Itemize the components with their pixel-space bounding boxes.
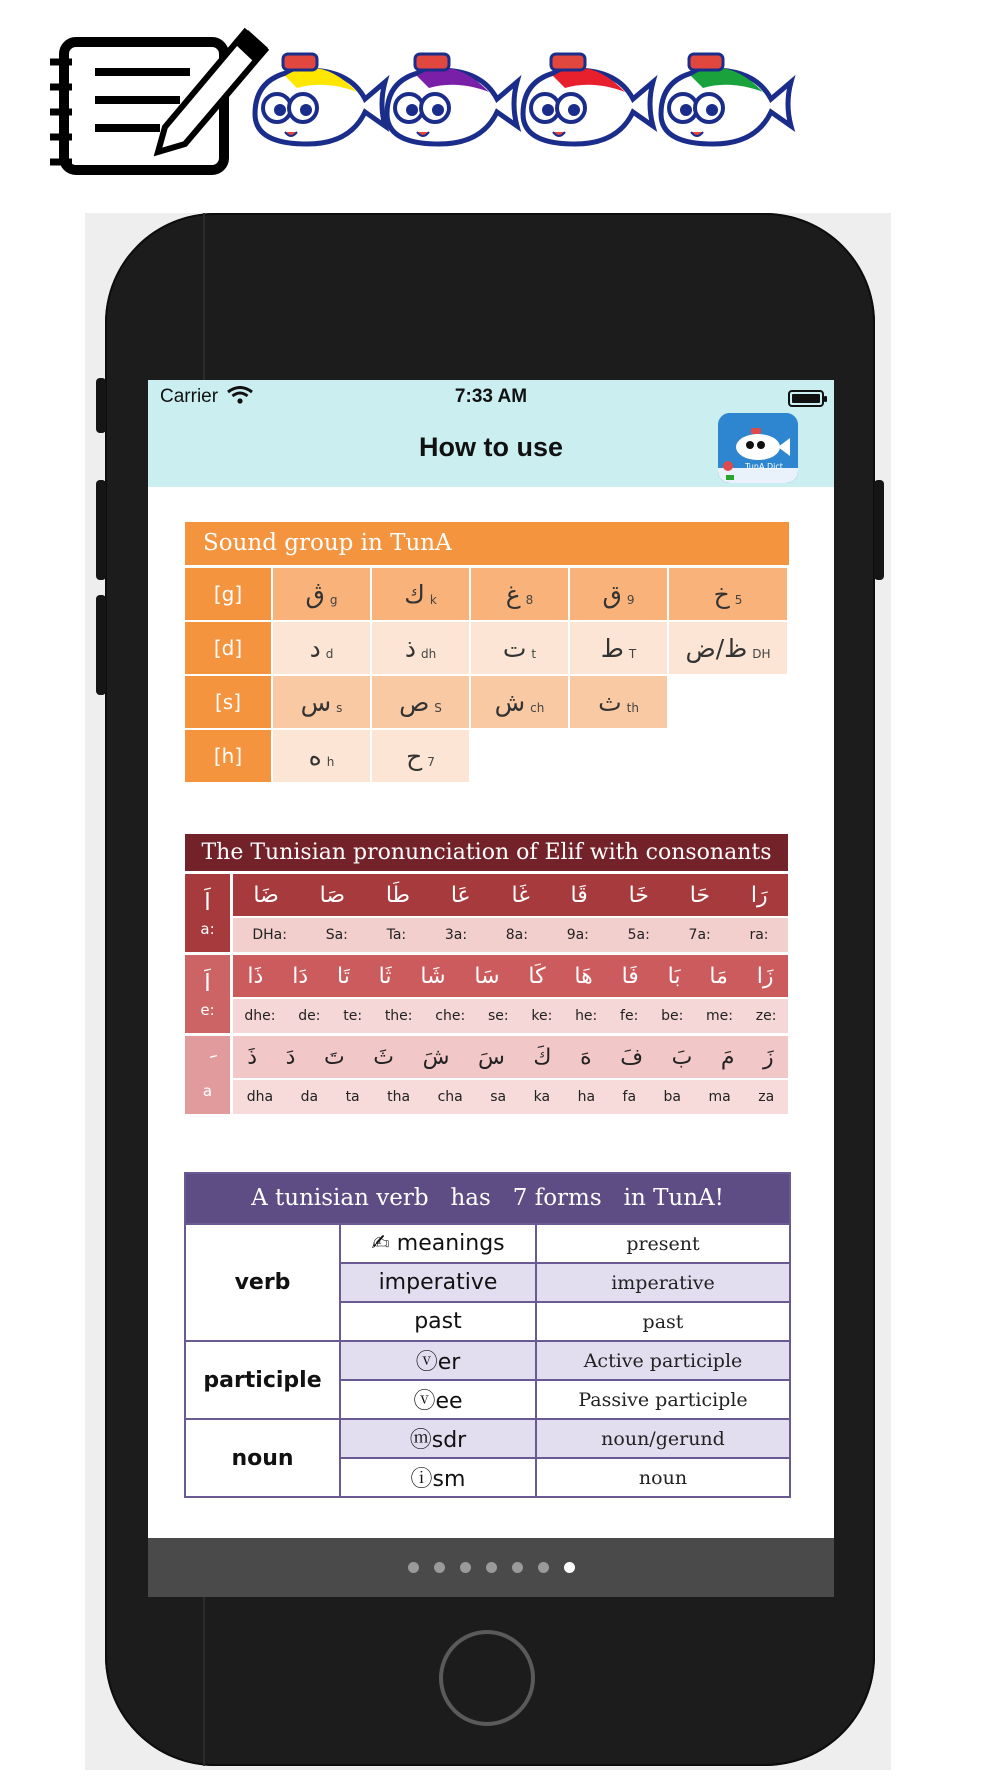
sound-group-row <box>185 622 789 674</box>
elif-arabic-cell: سَ <box>477 1044 505 1070</box>
elif-latin-cell: 9a: <box>566 927 589 943</box>
elif-arabic-cell: زَا <box>756 963 774 989</box>
sound-arabic: س <box>300 687 332 717</box>
elif-latin-row <box>233 1080 788 1114</box>
elif-vowel-label: a: <box>200 920 215 938</box>
elif-arabic-cell: غَا <box>511 882 530 908</box>
verb-form-row <box>341 1420 789 1457</box>
elif-latin-cell: Ta: <box>386 927 407 943</box>
verb-form-row <box>341 1301 789 1340</box>
elif-vowel-label: a <box>202 1082 213 1100</box>
elif-latin-cell: dhe: <box>244 1008 276 1024</box>
elif-arabic-cell: طَا <box>385 882 411 908</box>
elif-arabic-cell: عَا <box>450 882 471 908</box>
sound-arabic: ڨ <box>305 579 325 609</box>
sound-cell <box>471 622 568 674</box>
verb-table-title: A tunisian verb has 7 forms in TunA! <box>186 1174 789 1223</box>
elif-pronunciation-table <box>185 834 788 1117</box>
elif-latin-cell: 3a: <box>444 927 468 943</box>
header-banner <box>50 22 890 177</box>
sound-arabic: ك <box>404 579 425 609</box>
volume-up-button <box>96 480 106 580</box>
sound-arabic: ه <box>308 741 322 771</box>
elif-arabic-cell: تَا <box>336 963 350 989</box>
page-indicator[interactable] <box>148 1538 834 1597</box>
elif-group <box>185 955 788 1033</box>
sound-latin: T <box>628 647 637 661</box>
elif-arabic-cell: مَا <box>709 963 728 989</box>
verb-form-row <box>341 1225 789 1262</box>
page-dot[interactable] <box>564 1562 575 1573</box>
sound-cell-empty <box>570 730 667 782</box>
elif-latin-cell: ze: <box>755 1008 777 1024</box>
page-dot[interactable] <box>434 1562 445 1573</box>
sound-cell <box>669 622 787 674</box>
sound-latin: g <box>329 593 338 607</box>
elif-arabic-cell: قَا <box>570 882 588 908</box>
elif-arabic-cell: هَا <box>574 963 593 989</box>
elif-latin-cell: be: <box>661 1008 684 1024</box>
sound-group-row <box>185 676 789 728</box>
elif-latin-cell: de: <box>298 1008 321 1024</box>
elif-arabic-cell: شَ <box>422 1044 450 1070</box>
sound-cell <box>570 622 667 674</box>
page-dot[interactable] <box>460 1562 471 1573</box>
elif-group <box>185 874 788 952</box>
elif-latin-cell: the: <box>384 1008 413 1024</box>
verb-group <box>186 1418 789 1496</box>
elif-latin-cell: se: <box>487 1008 509 1024</box>
elif-latin-cell: sa <box>490 1089 507 1105</box>
fish-mascot-yellow-icon <box>255 54 385 144</box>
battery-icon <box>788 390 824 407</box>
elif-arabic-cell: شَا <box>420 963 446 989</box>
sound-arabic: ح <box>406 741 423 771</box>
sound-group-table <box>185 522 789 784</box>
elif-latin-cell: za <box>758 1089 775 1105</box>
verb-group-name: verb <box>186 1225 341 1340</box>
verb-form-row <box>341 1342 789 1379</box>
verb-meaning: Active participle <box>583 1349 743 1372</box>
elif-arabic-cell: بَا <box>667 963 681 989</box>
elif-arabic-cell: ضَا <box>253 882 279 908</box>
sound-latin: dh <box>420 647 437 661</box>
elif-group <box>185 1036 788 1114</box>
page-dot[interactable] <box>512 1562 523 1573</box>
elif-group-label <box>185 955 230 1033</box>
page-dot[interactable] <box>408 1562 419 1573</box>
elif-arabic-cell: خَا <box>628 882 649 908</box>
sound-arabic: ط <box>600 633 624 663</box>
sound-arabic: ذ <box>404 633 416 663</box>
sound-arabic: ش <box>494 687 526 717</box>
verb-form: ⓥer <box>341 1342 537 1379</box>
sound-group-head: [g] <box>185 568 271 620</box>
elif-latin-cell: Sa: <box>325 927 348 943</box>
sound-latin: th <box>626 701 639 715</box>
elif-arabic-cell: ذَ <box>247 1044 258 1070</box>
elif-latin-row <box>233 999 788 1033</box>
elif-latin-row <box>233 918 788 952</box>
elif-arabic-row <box>233 874 788 916</box>
power-button <box>874 480 884 580</box>
sound-arabic: ت <box>502 633 527 663</box>
elif-latin-cell: DHa: <box>252 927 287 943</box>
verb-form-row <box>341 1457 789 1496</box>
verb-form: ⓥee <box>341 1381 537 1418</box>
sound-cell <box>273 676 370 728</box>
elif-arabic-row <box>233 1036 788 1078</box>
sound-arabic: خ <box>713 579 730 609</box>
sound-cell-empty <box>471 730 568 782</box>
elif-latin-cell: 5a: <box>627 927 650 943</box>
sound-latin: k <box>429 593 437 607</box>
sound-arabic: ص <box>399 687 430 717</box>
elif-latin-cell: te: <box>343 1008 363 1024</box>
elif-latin-cell: fa <box>622 1089 637 1105</box>
sound-latin: s <box>336 701 343 715</box>
verb-group-name: participle <box>186 1342 341 1418</box>
elif-latin-cell: ka <box>533 1089 551 1105</box>
elif-arabic-cell: تَ <box>324 1044 345 1070</box>
sound-group-head: [s] <box>185 676 271 728</box>
sound-cell <box>372 622 469 674</box>
elif-arabic-cell: ذَا <box>247 963 264 989</box>
elif-vowel-label: e: <box>200 1001 215 1019</box>
sound-cell <box>372 676 469 728</box>
sound-latin: 9 <box>626 593 635 607</box>
elif-arabic-cell: فَ <box>620 1044 644 1070</box>
sound-latin: 7 <box>427 755 435 769</box>
elif-arabic-cell: بَ <box>671 1044 693 1070</box>
verb-group <box>186 1223 789 1340</box>
sound-arabic: ث <box>598 687 622 717</box>
elif-latin-cell: ke: <box>531 1008 553 1024</box>
sound-latin: t <box>531 647 537 661</box>
elif-latin-cell: 7a: <box>688 927 711 943</box>
sound-cell <box>471 568 568 620</box>
sound-latin: ch <box>530 701 545 715</box>
sound-cell <box>372 730 469 782</box>
sound-cell <box>669 568 787 620</box>
elif-arabic-cell: دَ <box>285 1044 296 1070</box>
verb-meaning: noun <box>638 1466 688 1489</box>
elif-latin-cell: ma <box>708 1089 731 1105</box>
elif-latin-cell: dha <box>246 1089 274 1105</box>
sound-group-row <box>185 568 789 620</box>
verb-form: ✍ meanings <box>341 1225 537 1262</box>
app-icon-label: TunA Dict <box>745 462 783 471</box>
elif-arabic-cell: ثَ <box>373 1044 394 1070</box>
verb-form: ⓜsdr <box>341 1420 537 1457</box>
elif-latin-cell: che: <box>435 1008 466 1024</box>
elif-latin-cell: cha <box>437 1089 463 1105</box>
verb-form-row <box>341 1379 789 1418</box>
sound-arabic: غ <box>505 579 521 609</box>
verb-form: ⓘsm <box>341 1459 537 1496</box>
elif-latin-cell: ha <box>577 1089 596 1105</box>
elif-arabic-row <box>233 955 788 997</box>
carrier-label: Carrier <box>160 386 253 408</box>
sound-group-head: [d] <box>185 622 271 674</box>
sound-group-title: Sound group in TunA <box>185 522 789 565</box>
elif-latin-cell: ra: <box>749 927 769 943</box>
sound-cell-empty <box>669 730 787 782</box>
elif-arabic-cell: حَا <box>689 882 711 908</box>
fish-mascot-purple-icon <box>387 54 517 144</box>
verb-form: imperative <box>341 1264 537 1301</box>
sound-latin: DH <box>752 647 771 661</box>
fish-mascot-green-icon <box>661 54 791 144</box>
verb-form: past <box>341 1303 537 1340</box>
verb-form-row <box>341 1262 789 1301</box>
elif-latin-cell: ba <box>663 1089 682 1105</box>
elif-latin-cell: 8a: <box>505 927 528 943</box>
page-dot[interactable] <box>486 1562 497 1573</box>
sound-arabic: ق <box>602 579 622 609</box>
verb-meaning: past <box>642 1310 684 1333</box>
sound-latin: h <box>326 755 335 769</box>
sound-arabic: د <box>309 633 321 663</box>
verb-forms-table <box>184 1172 791 1498</box>
app-icon[interactable] <box>718 413 798 483</box>
sound-cell <box>570 568 667 620</box>
fish-mascot-red-icon <box>523 54 653 144</box>
status-bar <box>148 380 834 487</box>
phone-screen <box>148 380 834 1597</box>
elif-symbol: اَ <box>204 969 211 997</box>
verb-meaning: present <box>626 1232 700 1255</box>
sound-group-row <box>185 730 789 782</box>
elif-latin-cell: fe: <box>620 1008 639 1024</box>
volume-down-button <box>96 595 106 695</box>
elif-table-title: The Tunisian pronunciation of Elif with consonants <box>185 834 788 871</box>
sound-cell <box>273 622 370 674</box>
sound-cell <box>570 676 667 728</box>
elif-arabic-cell: دَا <box>292 963 309 989</box>
verb-group <box>186 1340 789 1418</box>
elif-arabic-cell: زَ <box>763 1044 774 1070</box>
elif-arabic-cell: كَا <box>528 963 546 989</box>
elif-arabic-cell: سَا <box>474 963 500 989</box>
sound-cell <box>273 568 370 620</box>
page-dot[interactable] <box>538 1562 549 1573</box>
clock: 7:33 AM <box>454 386 528 407</box>
elif-arabic-cell: ثَا <box>378 963 392 989</box>
elif-arabic-cell: كَ <box>533 1044 552 1070</box>
sound-arabic: ظ/ض <box>685 633 748 663</box>
sound-cell <box>471 676 568 728</box>
elif-group-label <box>185 874 230 952</box>
notebook-pencil-icon <box>50 30 268 170</box>
page-title: How to use <box>418 432 563 462</box>
mute-switch <box>96 378 106 433</box>
elif-arabic-cell: رَا <box>750 882 768 908</box>
elif-arabic-cell: هَ <box>580 1044 592 1070</box>
sound-latin: 8 <box>525 593 534 607</box>
elif-latin-cell: me: <box>706 1008 734 1024</box>
verb-meaning: noun/gerund <box>601 1427 725 1450</box>
sound-cell <box>273 730 370 782</box>
elif-group-label <box>185 1036 230 1114</box>
sound-group-head: [h] <box>185 730 271 782</box>
home-button[interactable] <box>439 1630 535 1726</box>
elif-latin-cell: he: <box>575 1008 598 1024</box>
elif-symbol: اَ <box>204 888 211 916</box>
verb-meaning: imperative <box>611 1271 715 1294</box>
elif-latin-cell: da <box>300 1089 319 1105</box>
sound-latin: d <box>325 647 334 661</box>
elif-latin-cell: ta <box>345 1089 360 1105</box>
elif-arabic-cell: مَ <box>720 1044 735 1070</box>
sound-latin: S <box>434 701 442 715</box>
sound-cell-empty <box>669 676 787 728</box>
verb-group-name: noun <box>186 1420 341 1496</box>
verb-meaning: Passive participle <box>578 1388 748 1411</box>
elif-arabic-cell: فَا <box>621 963 639 989</box>
sound-latin: 5 <box>734 593 743 607</box>
elif-latin-cell: tha <box>387 1089 411 1105</box>
elif-arabic-cell: صَا <box>319 882 345 908</box>
sound-cell <box>372 568 469 620</box>
